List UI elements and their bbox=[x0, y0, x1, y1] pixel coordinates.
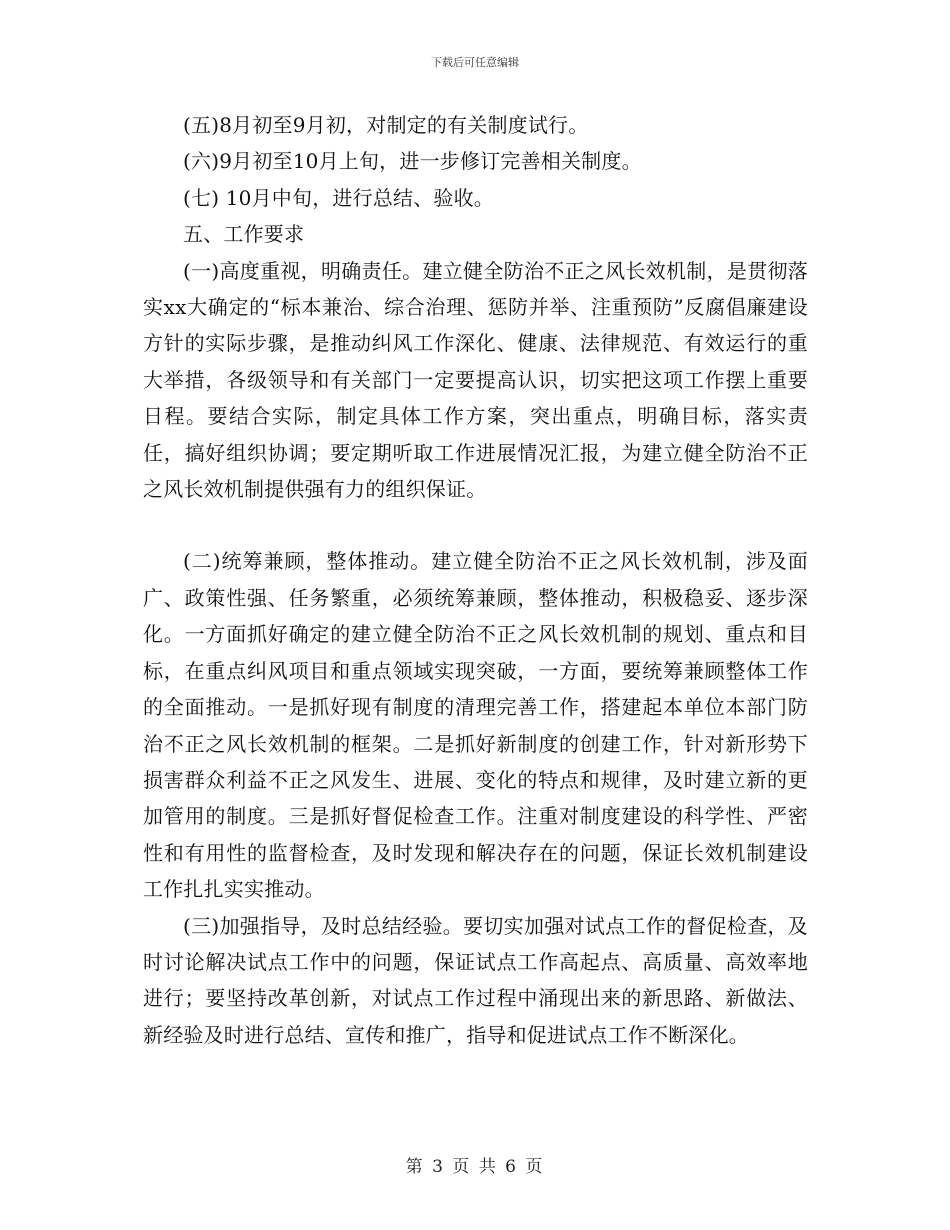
section-heading-work-requirements: 五、工作要求 bbox=[183, 222, 305, 247]
paragraph-schedule-7: (七) 10月中旬，进行总结、验收。 bbox=[183, 185, 495, 210]
paragraph-requirement-2: (二)统筹兼顾，整体推动。建立健全防治不正之风长效机制，涉及面广、政策性强、任务繁重，必须统筹兼顾，整体推动，积极稳妥、逐步深化。一方面抓好确定的建立健全防治不正之风长效机制的规划、重点和目标，在重点纠风项目和重点领域实现突破，一方面，要统筹兼顾整体工作的全面推动。一是抓好现有制度的清理完善工作，搭建起本单位本部门防治不正之风长效机制的框架。二是抓好新制度的创建工作，针对新形势下损害群众利益不正之风发生、进展、变化的特点和规律，及时建立新的更加管用的制度。三是抓好督促检查工作。注重对制度建设的科学性、严密性和有用性的监督检查，及时发现和解决存在的问题，保证长效机制建设工作扎扎实实推动。 bbox=[143, 549, 808, 902]
page-number-footer: 第 3 页 共 6 页 bbox=[405, 1157, 545, 1177]
paragraph-requirement-1: (一)高度重视，明确责任。建立健全防治不正之风长效机制，是贯彻落实xx大确定的“标本兼治、综合治理、惩防并举、注重预防”反腐倡廉建设方针的实际步骤，是推动纠风工作深化、健康、法律规范、有效运行的重大举措，各级领导和有关部门一定要提高认识，切实把这项工作摆上重要日程。要结合实际，制定具体工作方案，突出重点，明确目标，落实责任，搞好组织协调；要定期听取工作进展情况汇报，为建立健全防治不正之风长效机制提供强有力的组织保证。 bbox=[143, 258, 808, 502]
paragraph-schedule-6: (六)9月初至10月上旬，进一步修订完善相关制度。 bbox=[183, 149, 642, 174]
page-header-note: 下载后可任意编辑 bbox=[431, 56, 519, 69]
paragraph-schedule-5: (五)8月初至9月初，对制定的有关制度试行。 bbox=[183, 113, 589, 137]
paragraph-requirement-3: (三)加强指导，及时总结经验。要切实加强对试点工作的督促检查，及时讨论解决试点工作中的问题，保证试点工作高起点、高质量、高效率地进行；要坚持改革创新，对试点工作过程中涌现出来的新思路、新做法、新经验及时进行总结、宣传和推广，指导和促进试点工作不断深化。 bbox=[143, 913, 808, 1047]
document-body bbox=[143, 107, 808, 1053]
